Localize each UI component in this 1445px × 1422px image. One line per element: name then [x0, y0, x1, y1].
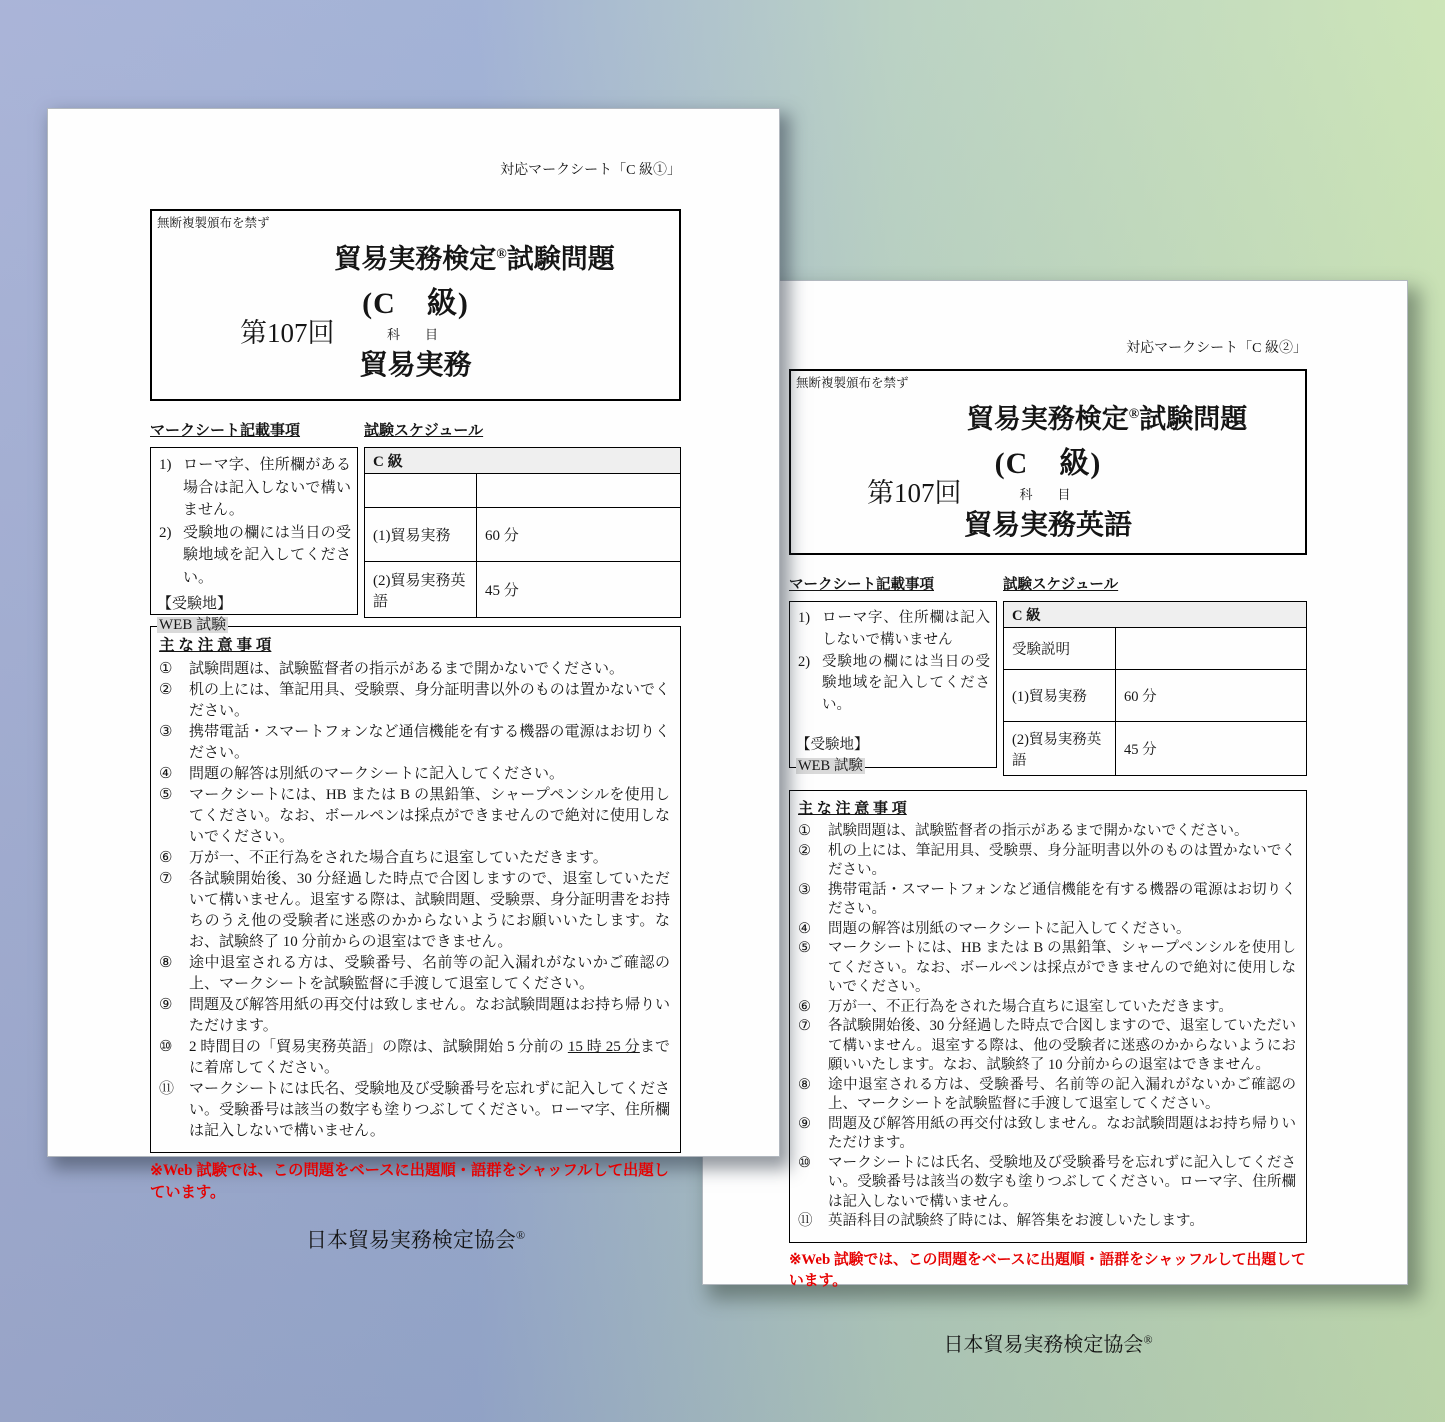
info-columns	[150, 419, 681, 633]
list-item-text: 机の上には、筆記用具、受験票、身分証明書以外のものは置かないでください。	[189, 682, 670, 719]
list-item-text: 途中退室される方は、受験番号、名前等の記入漏れがないかご確認の上、マークシートを試験監督に手渡して退室してください。	[189, 955, 670, 992]
subject-name: 貿易実務英語	[963, 510, 1132, 541]
list-item-number: ①	[798, 823, 811, 839]
marksheet-notes-list	[157, 454, 351, 589]
list-item	[159, 1037, 670, 1079]
venue-label: 【受験地】	[796, 736, 869, 753]
exam-title-pre: 貿易実務検定	[966, 404, 1129, 434]
schedule-grade-header: C 級	[1004, 602, 1307, 628]
list-item	[798, 939, 1296, 998]
list-item-number: ⑪	[159, 1081, 175, 1097]
info-columns	[789, 573, 1307, 776]
list-item	[798, 1212, 1296, 1232]
registered-mark: ®	[496, 247, 507, 262]
list-item-text: 各試験開始後、30 分経過した時点で合図しますので、退室していただいて構いません。退室する際は、試験問題、受験票、身分証明書をお持ちのうえ他の受験者に迷惑のかからないようにお願いいたします。なお、試験終了 10 分前からの退室はできません。	[189, 871, 670, 950]
schedule-value-cell: 60 分	[477, 508, 681, 562]
marksheet-notes-box	[789, 601, 997, 774]
venue-highlight: WEB 試験	[798, 757, 863, 774]
list-item-text	[189, 1037, 670, 1079]
association-name	[789, 1328, 1307, 1357]
table-row	[1004, 670, 1307, 722]
list-item-number: 1)	[798, 610, 811, 626]
venue-value	[796, 754, 990, 775]
schedule-heading: 試験スケジュール	[364, 423, 484, 439]
list-item-number: ⑪	[798, 1213, 813, 1229]
list-item-text: 受験地の欄には当日の受験地域を記入してください。	[822, 653, 990, 713]
list-item-text: マークシートには氏名、受験地及び受験番号を忘れずに記入してください。受験番号は該当の数字も塗りつぶしてください。ローマ字、住所欄は記入しないで構いません。	[828, 1154, 1296, 1210]
list-item-text: 万が一、不正行為をされた場合直ちに退室していただきます。	[189, 850, 608, 866]
schedule-value-cell	[1116, 628, 1307, 670]
list-item-number: ⑦	[159, 871, 173, 887]
list-item-text: 問題の解答は別紙のマークシートに記入してください。	[189, 766, 565, 782]
title-box	[150, 209, 681, 401]
list-item-number: ④	[159, 766, 173, 782]
schedule-label-cell	[365, 474, 477, 508]
marksheet-column	[150, 419, 358, 633]
list-item-number: ③	[159, 724, 173, 740]
list-item	[159, 722, 670, 764]
list-item-text: マークシートには、HB または B の黒鉛筆、シャープペンシルを使用してください。なお、ボールペンは採点ができませんので絶対に使用しないでください。	[828, 940, 1296, 995]
list-item-number: ⑨	[798, 1115, 811, 1132]
note-text-underlined: 15 時 25 分	[567, 1039, 640, 1055]
list-item	[159, 659, 670, 680]
list-item	[796, 652, 990, 717]
schedule-column	[364, 419, 681, 618]
list-item	[159, 848, 670, 869]
marksheet-column	[789, 573, 997, 776]
list-item-number: ③	[798, 881, 811, 898]
exam-title-post: 試験問題	[1139, 404, 1248, 434]
table-row	[1004, 628, 1307, 670]
marksheet-ref-note: 対応マークシート「C 級②」	[1126, 341, 1307, 356]
list-item-text: 机の上には、筆記用具、受験票、身分証明書以外のものは置かないでください。	[828, 842, 1296, 878]
list-item-number: 2)	[159, 524, 172, 541]
list-item	[798, 822, 1296, 842]
list-item	[159, 785, 670, 848]
list-item-text: 英語科目の試験終了時には、解答集をお渡しいたします。	[828, 1213, 1204, 1229]
registered-mark: ®	[1143, 1331, 1153, 1346]
list-item-number: ④	[798, 920, 811, 937]
no-copy-notice: 無断複製頒布を禁ず	[157, 216, 270, 230]
list-item	[159, 953, 670, 995]
table-row	[365, 474, 681, 508]
web-exam-note: ※Web 試験では、この問題をベースに出題順・語群をシャッフルして出題しています。	[150, 1162, 669, 1201]
schedule-column	[1003, 573, 1307, 776]
title-box	[789, 369, 1307, 555]
marksheet-heading: マークシート記載事項	[789, 577, 934, 593]
grade-label: (C 級)	[362, 287, 469, 320]
exam-cover-page-trade-english	[702, 280, 1408, 1356]
note-text-pre: 2 時間目の「貿易実務英語」の際は、試験開始 5 分前の	[189, 1039, 568, 1055]
exam-title-pre: 貿易実務検定	[334, 244, 497, 274]
association-name-text: 日本貿易実務検定協会	[943, 1333, 1144, 1356]
subject-label: 科 目	[1019, 487, 1077, 502]
exam-cover-page-trade-practice	[47, 108, 780, 1252]
list-item-number: ⑤	[798, 940, 811, 956]
exam-title-post: 試験問題	[506, 244, 615, 274]
list-item-number: 1)	[159, 457, 172, 473]
marksheet-notes-box	[150, 447, 358, 633]
schedule-grade-header: C 級	[365, 448, 681, 474]
schedule-table	[364, 447, 681, 618]
table-row	[365, 448, 681, 474]
list-item	[159, 680, 670, 722]
list-item-number: ⑤	[159, 787, 173, 803]
list-item-text: マークシートには、HB または B の黒鉛筆、シャープペンシルを使用してください。なお、ボールペンは採点ができませんので絶対に使用しないでください。	[189, 787, 670, 845]
cautions-box	[789, 790, 1307, 1243]
cautions-heading: 主 な 注 意 事 項	[159, 637, 272, 654]
web-exam-note: ※Web 試験では、この問題をベースに出題順・語群をシャッフルして出題しています。	[789, 1251, 1306, 1289]
schedule-label-cell: 受験説明	[1004, 628, 1116, 670]
schedule-value-cell: 60 分	[1116, 670, 1307, 722]
list-item	[159, 869, 670, 953]
list-item-text: 受験地の欄には当日の受験地域を記入してください。	[183, 524, 351, 586]
marksheet-heading: マークシート記載事項	[150, 423, 301, 439]
list-item	[157, 522, 351, 590]
registered-mark: ®	[515, 1228, 526, 1242]
list-item-text: マークシートには氏名、受験地及び受験番号を忘れずに記入してください。受験番号は該当の数字も塗りつぶしてください。ローマ字、住所欄は記入しないで構いません。	[189, 1081, 670, 1139]
table-row	[1004, 602, 1307, 628]
list-item	[798, 842, 1296, 881]
venue-highlight: WEB 試験	[159, 617, 227, 633]
subject-label: 科 目	[386, 327, 444, 342]
list-item	[159, 1079, 670, 1142]
list-item-number: ⑥	[798, 998, 811, 1015]
marksheet-ref-note: 対応マークシート「C 級①」	[500, 163, 681, 178]
list-item	[798, 1017, 1296, 1076]
list-item-text: 試験問題は、試験監督者の指示があるまで開かないでください。	[828, 823, 1249, 839]
list-item-text: ローマ字、住所欄がある場合は記入しないで構いません。	[183, 457, 351, 518]
table-row	[365, 562, 681, 618]
venue-label: 【受験地】	[157, 596, 233, 612]
table-row	[1004, 722, 1307, 776]
list-item-number: ②	[159, 682, 173, 698]
session-number: 第107回	[240, 318, 335, 348]
list-item-number: ⑩	[798, 1154, 811, 1171]
subject-name: 貿易実務	[359, 350, 472, 381]
schedule-heading: 試験スケジュール	[1003, 577, 1119, 593]
cautions-heading: 主 な 注 意 事 項	[798, 801, 907, 817]
list-item	[159, 995, 670, 1037]
list-item-number: ⑧	[159, 955, 173, 971]
association-name-text: 日本貿易実務検定協会	[305, 1228, 516, 1252]
schedule-label-cell: (2)貿易実務英語	[365, 562, 477, 618]
list-item-number: ⑥	[159, 850, 173, 866]
schedule-value-cell: 45 分	[1116, 722, 1307, 776]
exam-title	[152, 237, 679, 276]
schedule-label-cell: (1)貿易実務	[1004, 670, 1116, 722]
list-item-text: 問題の解答は別紙のマークシートに記入してください。	[828, 920, 1191, 937]
list-item-text: 途中退室される方は、受験番号、名前等の記入漏れがないかご確認の上、マークシートを試験監督に手渡して退室してください。	[828, 1076, 1296, 1112]
registered-mark: ®	[1128, 407, 1140, 422]
note-text-post: までに着席してください。	[189, 1039, 670, 1076]
list-item	[798, 881, 1296, 920]
list-item-text: 試験問題は、試験監督者の指示があるまで開かないでください。	[189, 661, 625, 677]
schedule-table	[1003, 601, 1307, 776]
marksheet-notes-list	[796, 608, 990, 717]
list-item-text: 問題及び解答用紙の再交付は致しません。なお試験問題はお持ち帰りいただけます。	[828, 1115, 1296, 1151]
cautions-box	[150, 626, 681, 1153]
list-item	[798, 1154, 1296, 1213]
list-item	[798, 998, 1296, 1018]
list-item-number: ⑩	[159, 1039, 173, 1055]
session-number: 第107回	[867, 478, 962, 508]
list-item	[157, 454, 351, 522]
list-item-text: 問題及び解答用紙の再交付は致しません。なお試験問題はお持ち帰りいただけます。	[189, 997, 670, 1034]
list-item-number: ⑧	[798, 1076, 811, 1093]
schedule-label-cell: (1)貿易実務	[365, 508, 477, 562]
list-item-number: ⑨	[159, 997, 173, 1013]
list-item	[798, 1115, 1296, 1154]
list-item-text: ローマ字、住所欄は記入しないで構いません	[822, 610, 990, 648]
list-item	[796, 608, 990, 652]
table-row	[365, 508, 681, 562]
list-item-number: 2)	[798, 653, 811, 670]
exam-title	[791, 397, 1305, 436]
schedule-value-cell: 45 分	[477, 562, 681, 618]
list-item-text: 各試験開始後、30 分経過した時点で合図しますので、退室していただいて構いません。退室する際は、他の受験者に迷惑のかからないようにお願いいたします。なお、試験終了 10 分前からの退室はできません。	[828, 1018, 1296, 1073]
venue-value	[157, 613, 351, 634]
schedule-value-cell	[477, 474, 681, 508]
association-name	[150, 1224, 681, 1254]
list-item-text: 携帯電話・スマートフォンなど通信機能を有する機器の電源はお切りください。	[189, 724, 670, 761]
list-item-number: ②	[798, 842, 811, 859]
list-item	[798, 1076, 1296, 1115]
list-item-number: ⑦	[798, 1018, 811, 1034]
list-item-text: 万が一、不正行為をされた場合直ちに退室していただきます。	[828, 998, 1233, 1015]
no-copy-notice: 無断複製頒布を禁ず	[796, 376, 909, 390]
list-item-number: ①	[159, 661, 173, 677]
grade-label: (C 級)	[994, 447, 1102, 480]
list-item	[159, 764, 670, 785]
list-item	[798, 920, 1296, 940]
list-item-text: 携帯電話・スマートフォンなど通信機能を有する機器の電源はお切りください。	[828, 881, 1296, 917]
schedule-label-cell: (2)貿易実務英語	[1004, 722, 1116, 776]
